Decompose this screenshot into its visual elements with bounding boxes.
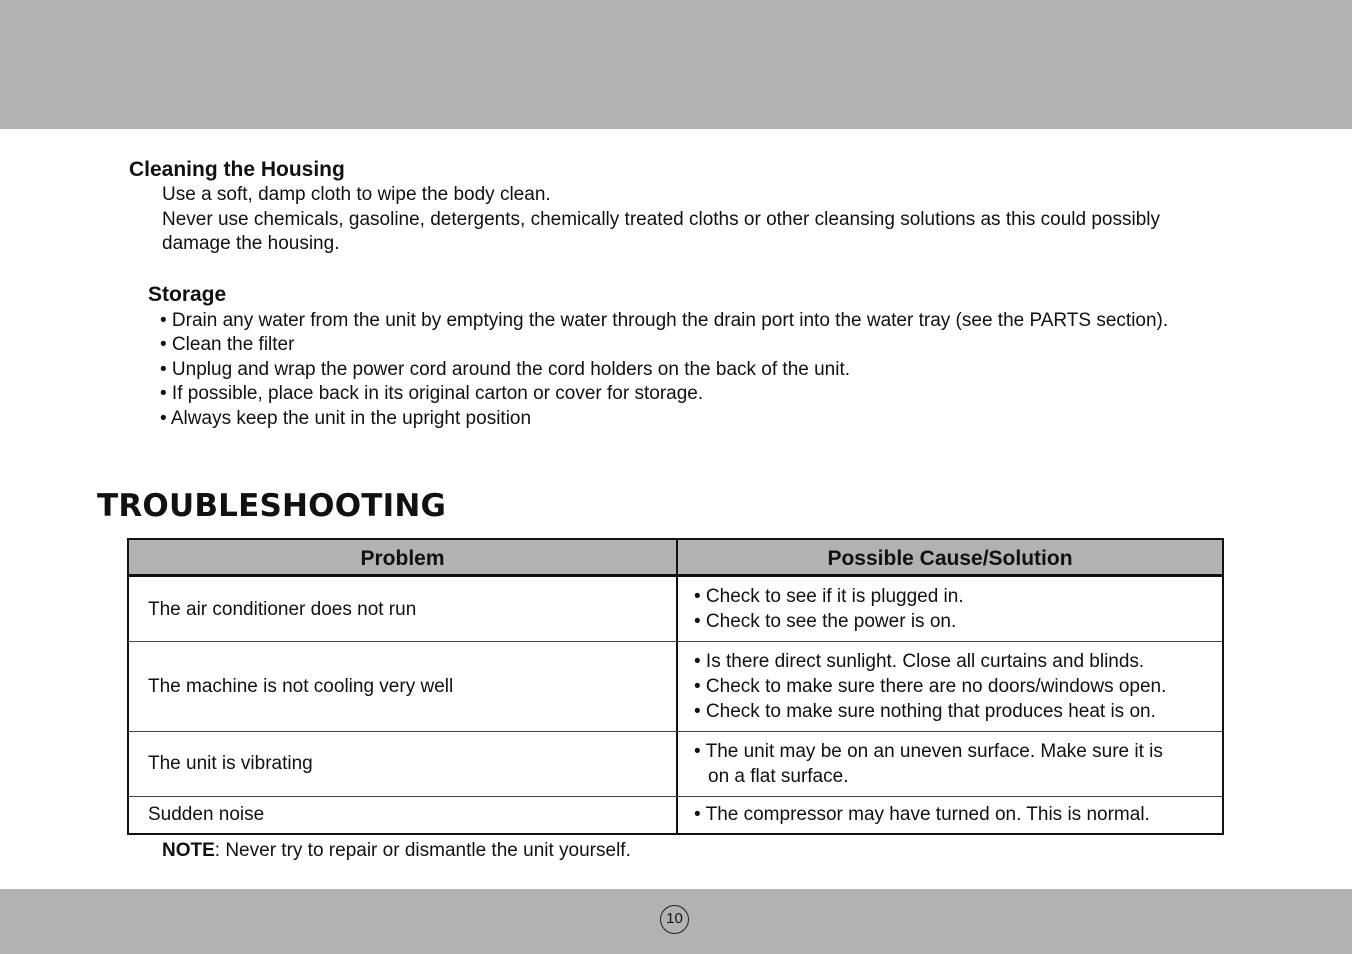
page-number: 10 — [660, 905, 689, 934]
solution-line: • Check to see the power is on. — [694, 611, 957, 632]
note — [162, 839, 631, 863]
troubleshooting-title: TROUBLESHOOTING — [97, 488, 447, 524]
storage-heading: Storage — [148, 283, 227, 306]
solution-line: • The compressor may have turned on. This is normal. — [694, 804, 1150, 825]
row-divider — [129, 641, 1222, 642]
troubleshooting-table — [127, 538, 1224, 835]
solution-line: • Check to make sure nothing that produces heat is on. — [694, 701, 1156, 722]
cleaning-heading: Cleaning the Housing — [129, 158, 345, 181]
problem-cell: The air conditioner does not run — [148, 599, 417, 620]
header-band — [0, 0, 1352, 129]
storage-item: • Always keep the unit in the upright position — [160, 408, 532, 429]
problem-cell: The machine is not cooling very well — [148, 676, 454, 697]
cleaning-line: Never use chemicals, gasoline, detergents, chemically treated cloths or other cleansing solutions as this could possibly — [162, 209, 1161, 230]
row-divider — [129, 796, 1222, 797]
storage-item: • Clean the filter — [160, 334, 295, 355]
solution-line: • The unit may be on an uneven surface. Make sure it is — [694, 741, 1163, 762]
cleaning-line: Use a soft, damp cloth to wipe the body clean. — [162, 184, 551, 205]
row-divider — [129, 731, 1222, 732]
header-problem: Problem — [360, 547, 445, 570]
problem-cell: Sudden noise — [148, 804, 265, 825]
note-text: : Never try to repair or dismantle the unit yourself. — [214, 840, 631, 861]
solution-line: • Is there direct sunlight. Close all curtains and blinds. — [694, 651, 1145, 672]
solution-line: • Check to make sure there are no doors/windows open. — [694, 676, 1167, 697]
problem-cell: The unit is vibrating — [148, 753, 313, 774]
cleaning-line: damage the housing. — [162, 233, 340, 254]
storage-item: • If possible, place back in its original carton or cover for storage. — [160, 383, 704, 404]
solution-line: on a flat surface. — [708, 766, 849, 787]
column-divider — [676, 540, 678, 833]
header-solution: Possible Cause/Solution — [827, 547, 1073, 570]
solution-line: • Check to see if it is plugged in. — [694, 586, 964, 607]
storage-item: • Drain any water from the unit by emptying the water through the drain port into the water tray (see the PARTS section). — [160, 310, 1169, 331]
note-label: NOTE — [162, 840, 215, 861]
storage-item: • Unplug and wrap the power cord around the cord holders on the back of the unit. — [160, 359, 851, 380]
